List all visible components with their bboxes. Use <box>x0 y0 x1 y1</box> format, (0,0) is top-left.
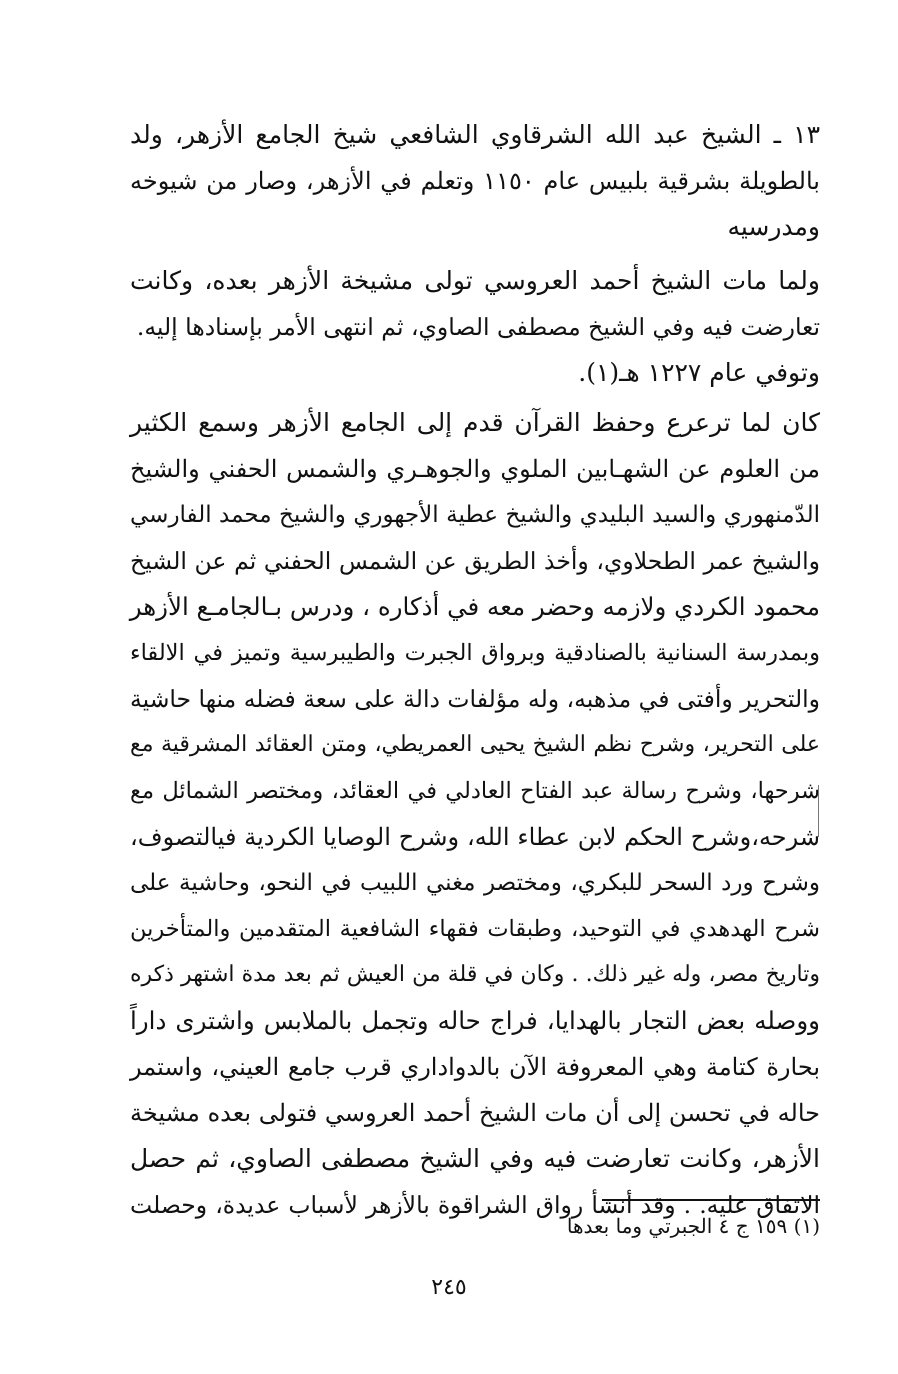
text-line: حاله في تحسن إلى أن مات الشيخ أحمد العروسي فتولى بعده مشيخة <box>130 1099 820 1127</box>
text-line: تعارضت فيه وفي الشيخ مصطفى الصاوي، ثم انتهى الأمر بإسنادها إليه. <box>136 313 820 341</box>
text-line: والتحرير وأفتى في مذهبه، وله مؤلفات دالة على سعة فضله منها حاشية <box>130 685 820 713</box>
margin-mark <box>818 785 819 837</box>
text-line: كان لما ترعرع وحفظ القرآن قدم إلى الجامع الأزهر وسمع الكثير <box>130 408 820 437</box>
text-line: ١٣ ـ الشيخ عبد الله الشرقاوي الشافعي شيخ الجامع الأزهر، ولد <box>130 120 820 149</box>
text-line: وبمدرسة السنانية بالصنادقية وبرواق الجبرت والطيبرسية وتميز في الالقاء <box>130 640 820 666</box>
death-paragraph <box>130 258 820 396</box>
main-paragraph <box>130 400 820 1228</box>
footnote: (١) ١٥٩ ج ٤ الجبرتي وما بعدها <box>566 1214 820 1238</box>
footnote-divider <box>602 1199 820 1201</box>
text-line: الاتفاق عليه. . وقد أنشأ رواق الشراقوة بالأزهر لأسباب عديدة، وحصلت <box>130 1191 820 1219</box>
text-line: شرحها، وشرح رسالة عبد الفتاح العادلي في العقائد، ومختصر الشمائل مع <box>130 778 820 804</box>
text-line: والشيخ عمر الطحلاوي، وأخذ الطريق عن الشمس الحفني ثم عن الشيخ <box>130 547 820 575</box>
text-line: بحارة كتامة وهي المعروفة الآن بالدواداري قرب جامع العيني، واستمر <box>130 1053 820 1081</box>
text-line: محمود الكردي ولازمه وحضر معه في أذكاره ، ودرس بـالجامـع الأزهر <box>129 592 820 621</box>
text-line: من العلوم عن الشهـابين الملوي والجوهـري والشمس الحفني والشيخ <box>130 455 820 483</box>
text-line: وشرح ورد السحر للبكري، ومختصر مغني اللبيب في النحو، وحاشية على <box>130 870 820 896</box>
text-line: وتاريخ مصر، وله غير ذلك. . وكان في قلة من العيش ثم بعد مدة اشتهر ذكره <box>130 962 821 987</box>
text-line: بالطويلة بشرقية بلبيس عام ١١٥٠ وتعلم في الأزهر، وصار من شيوخه <box>130 167 820 195</box>
text-line: ووصله بعض التجار بالهدايا، فراج حاله وتجمل بالملابس واشترى داراً <box>130 1006 820 1035</box>
text-line: الأزهر، وكانت تعارضت فيه وفي الشيخ مصطفى الصاوي، ثم حصل <box>130 1144 820 1173</box>
page-number: ٢٤٥ <box>431 1275 467 1300</box>
text-line: على التحرير، وشرح نظم الشيخ يحيى العمريطي، ومتن العقائد المشرقية مع <box>130 732 820 757</box>
text-line: شرح الهدهدي في التوحيد، وطبقات فقهاء الشافعية المتقدمين والمتأخرين <box>130 916 820 942</box>
text-line: ولما مات الشيخ أحمد العروسي تولى مشيخة الأزهر بعده، وكانت <box>130 266 820 295</box>
text-line: شرحه،وشرح الحكم لابن عطاء الله، وشرح الوصايا الكردية فيالتصوف، <box>130 823 820 851</box>
biography-entry-heading <box>130 112 820 250</box>
text-line: ومدرسيه <box>727 212 820 241</box>
text-line: وتوفي عام ١٢٢٧ هـ(١). <box>578 358 820 387</box>
text-line: الدّمنهوري والسيد البليدي والشيخ عطية الأجهوري والشيخ محمد الفارسي <box>130 502 820 528</box>
